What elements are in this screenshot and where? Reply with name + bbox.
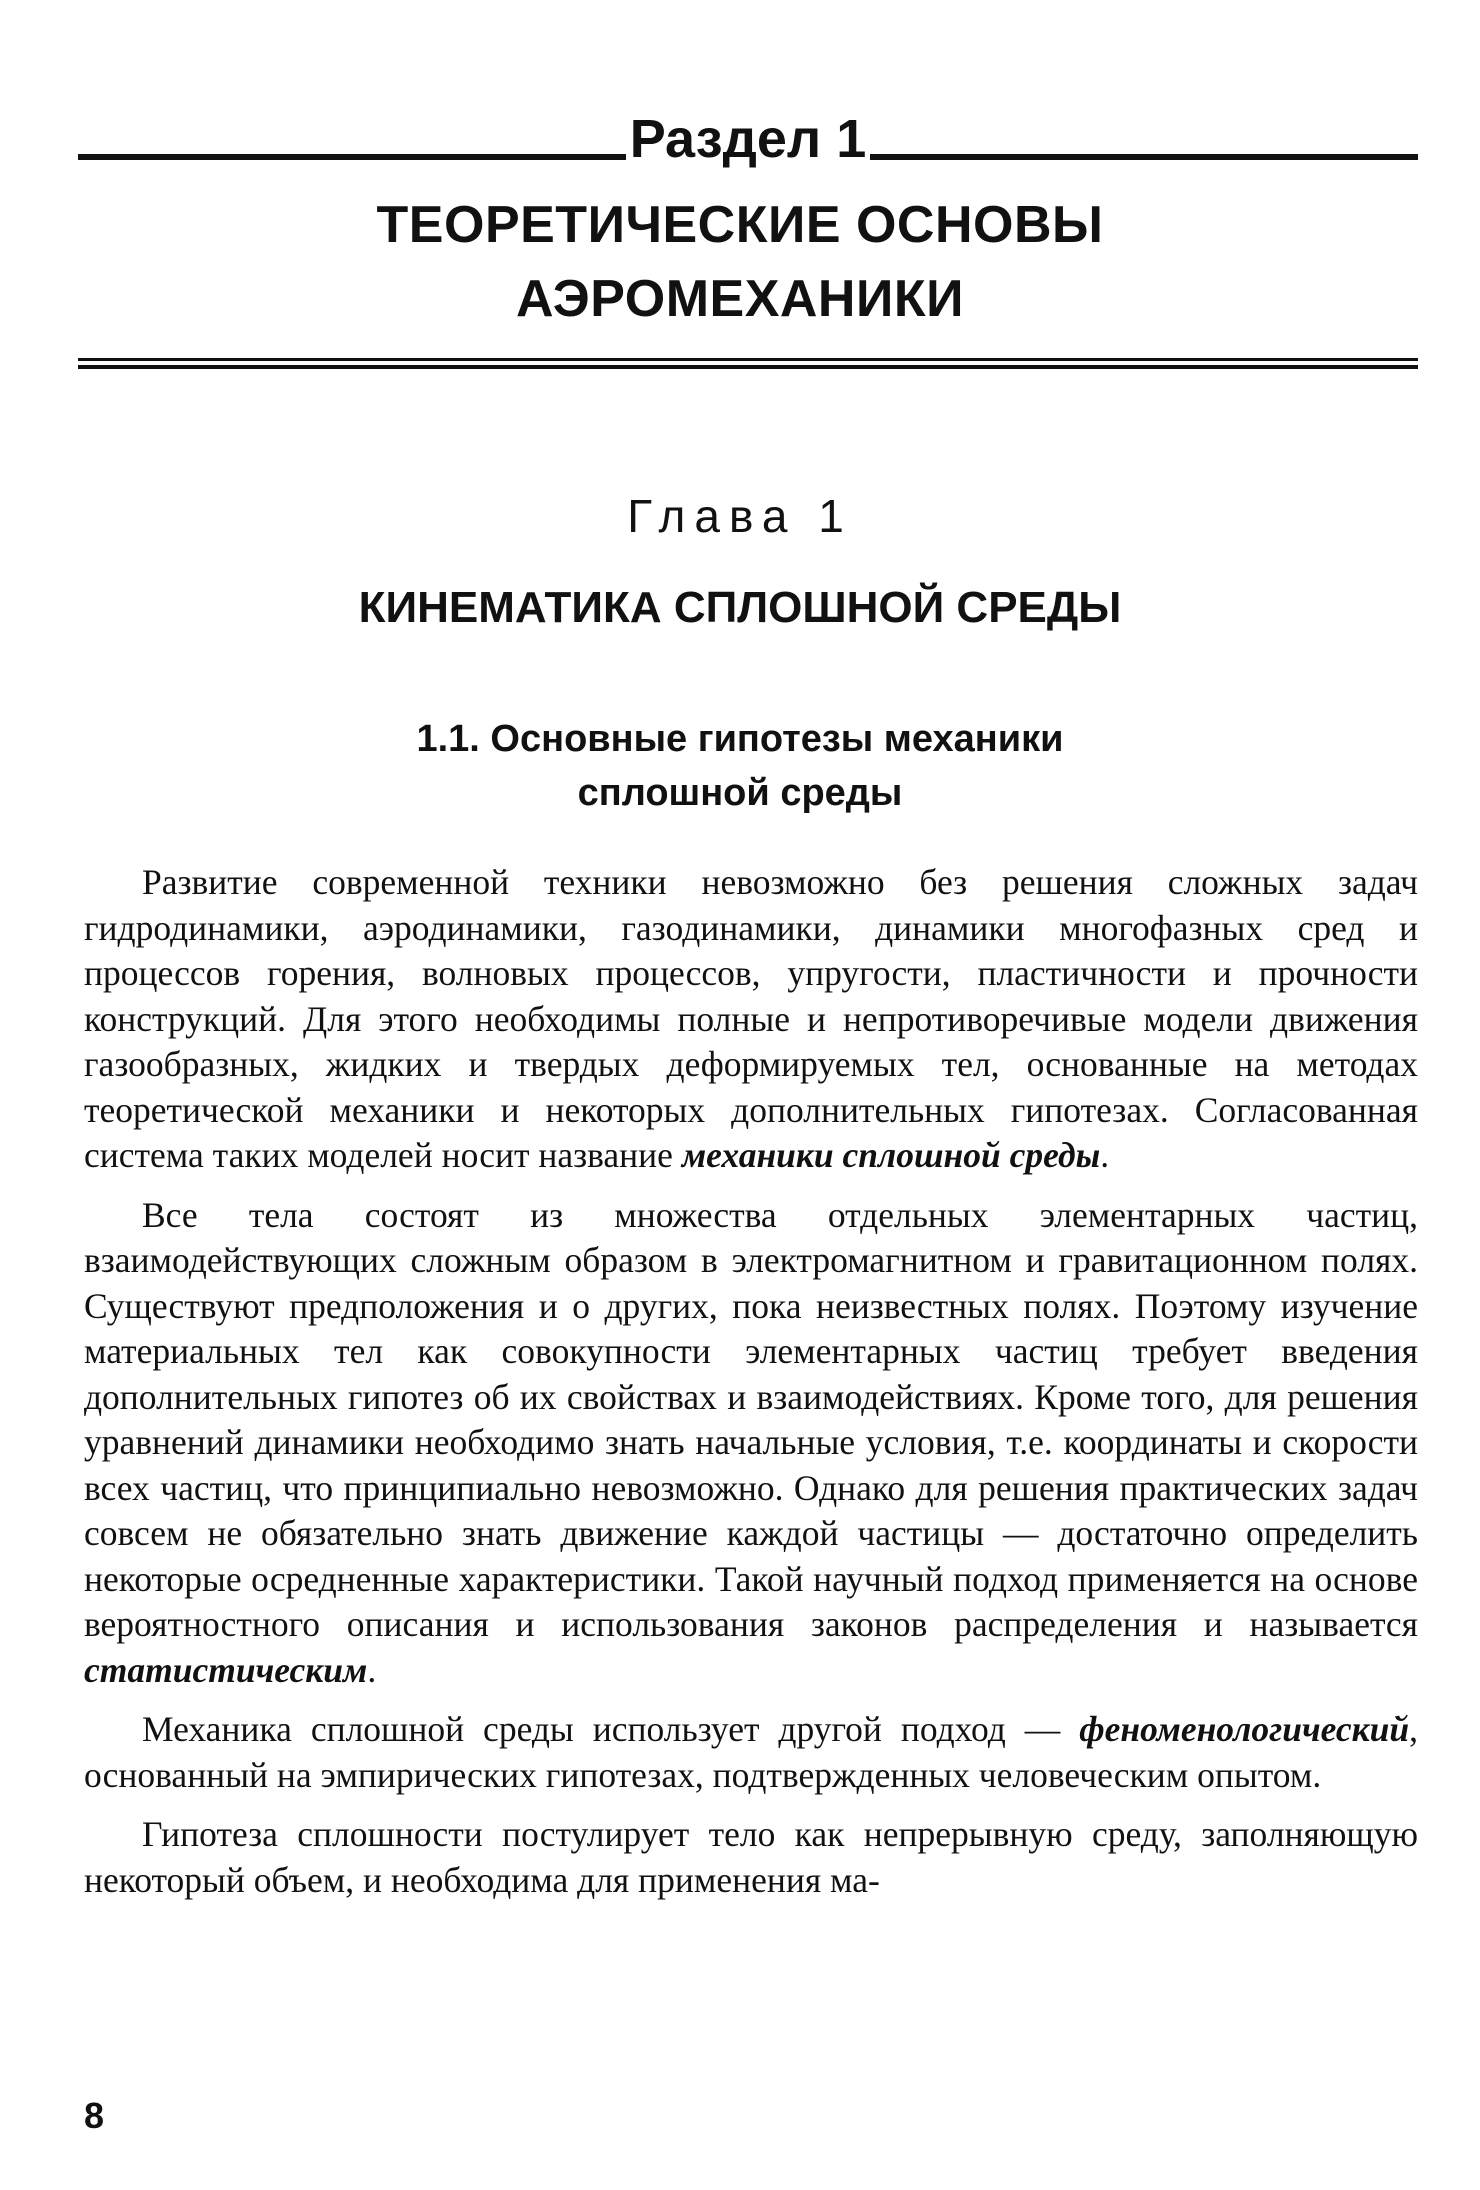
part-title-line: АЭРОМЕХАНИКИ bbox=[516, 270, 964, 328]
part-title bbox=[0, 188, 1480, 336]
paragraph-text: , основанный на эмпирических гипотезах, подтвержденных человеческим опытом. bbox=[84, 1709, 1418, 1795]
subsection-title-line: 1.1. Основные гипотезы механики bbox=[416, 718, 1064, 760]
paragraph bbox=[84, 1707, 1418, 1798]
paragraph-text: . bbox=[1100, 1135, 1110, 1175]
paragraph-text: Гипотеза сплошности постулирует тело как непрерывную среду, заполняющую некоторый объем, и необходима для применения ма- bbox=[84, 1814, 1418, 1900]
paragraph-text: Развитие современной техники невозможно без решения сложных задач гидродинамики, аэродинамики, газодинамики, динамики многофазных сред и процессов горения, волновых процессов, упругости, пластичности и прочности конструкций. Для этого необходимы полные и непротиворечивые модели движения газообразных, жидких и твердых деформируемых тел, основанные на методах теоретической механики и некоторых дополнительных гипотезах. Согласованная система таких моделей носит название bbox=[84, 862, 1418, 1175]
paragraph-text: Механика сплошной среды использует другой подход — bbox=[142, 1709, 1080, 1749]
part-title-line: ТЕОРЕТИЧЕСКИЕ ОСНОВЫ bbox=[376, 196, 1104, 254]
divider-line-thick bbox=[78, 365, 1418, 369]
term-emphasis: механики сплошной среды bbox=[681, 1135, 1101, 1175]
subsection-title-line: сплошной среды bbox=[577, 772, 903, 814]
section-rule-left bbox=[78, 154, 626, 160]
paragraph-text: Все тела состоят из множества отдельных элементарных частиц, взаимодействующих сложным образом в электромагнитном и гравитационном полях. Существуют предположения и о других, пока неизвестных полях. Поэтому изучение материальных тел как совокупности элементарных частиц требует введения дополнительных гипотез об их свойствах и взаимодействиях. Кроме того, для решения уравнений динамики необходимо знать начальные условия, т.е. координаты и скорости всех частиц, что принципиально невозможно. Однако для решения практических задач совсем не обязательно знать движение каждой частицы — достаточно определить некоторые осредненные характеристики. Такой научный подход применяется на основе вероятностного описания и использования законов распределения и называется bbox=[84, 1194, 1418, 1644]
section-header bbox=[78, 100, 1418, 170]
section-label: Раздел 1 bbox=[629, 109, 867, 169]
paragraph-text: . bbox=[367, 1649, 377, 1690]
paragraph bbox=[84, 1193, 1418, 1694]
chapter-title: КИНЕМАТИКА СПЛОШНОЙ СРЕДЫ bbox=[358, 583, 1122, 632]
term-emphasis: статистическим bbox=[84, 1649, 368, 1690]
body-text bbox=[84, 860, 1418, 1917]
divider-line-thin bbox=[78, 358, 1418, 361]
section-rule-right bbox=[870, 154, 1418, 160]
section-divider bbox=[78, 358, 1418, 370]
term-emphasis: феноменологический bbox=[1079, 1709, 1410, 1749]
chapter-label: Глава 1 bbox=[627, 490, 853, 542]
paragraph bbox=[84, 860, 1418, 1179]
paragraph bbox=[84, 1812, 1418, 1903]
subsection-title bbox=[0, 712, 1480, 820]
page-number: 8 bbox=[84, 2095, 105, 2136]
